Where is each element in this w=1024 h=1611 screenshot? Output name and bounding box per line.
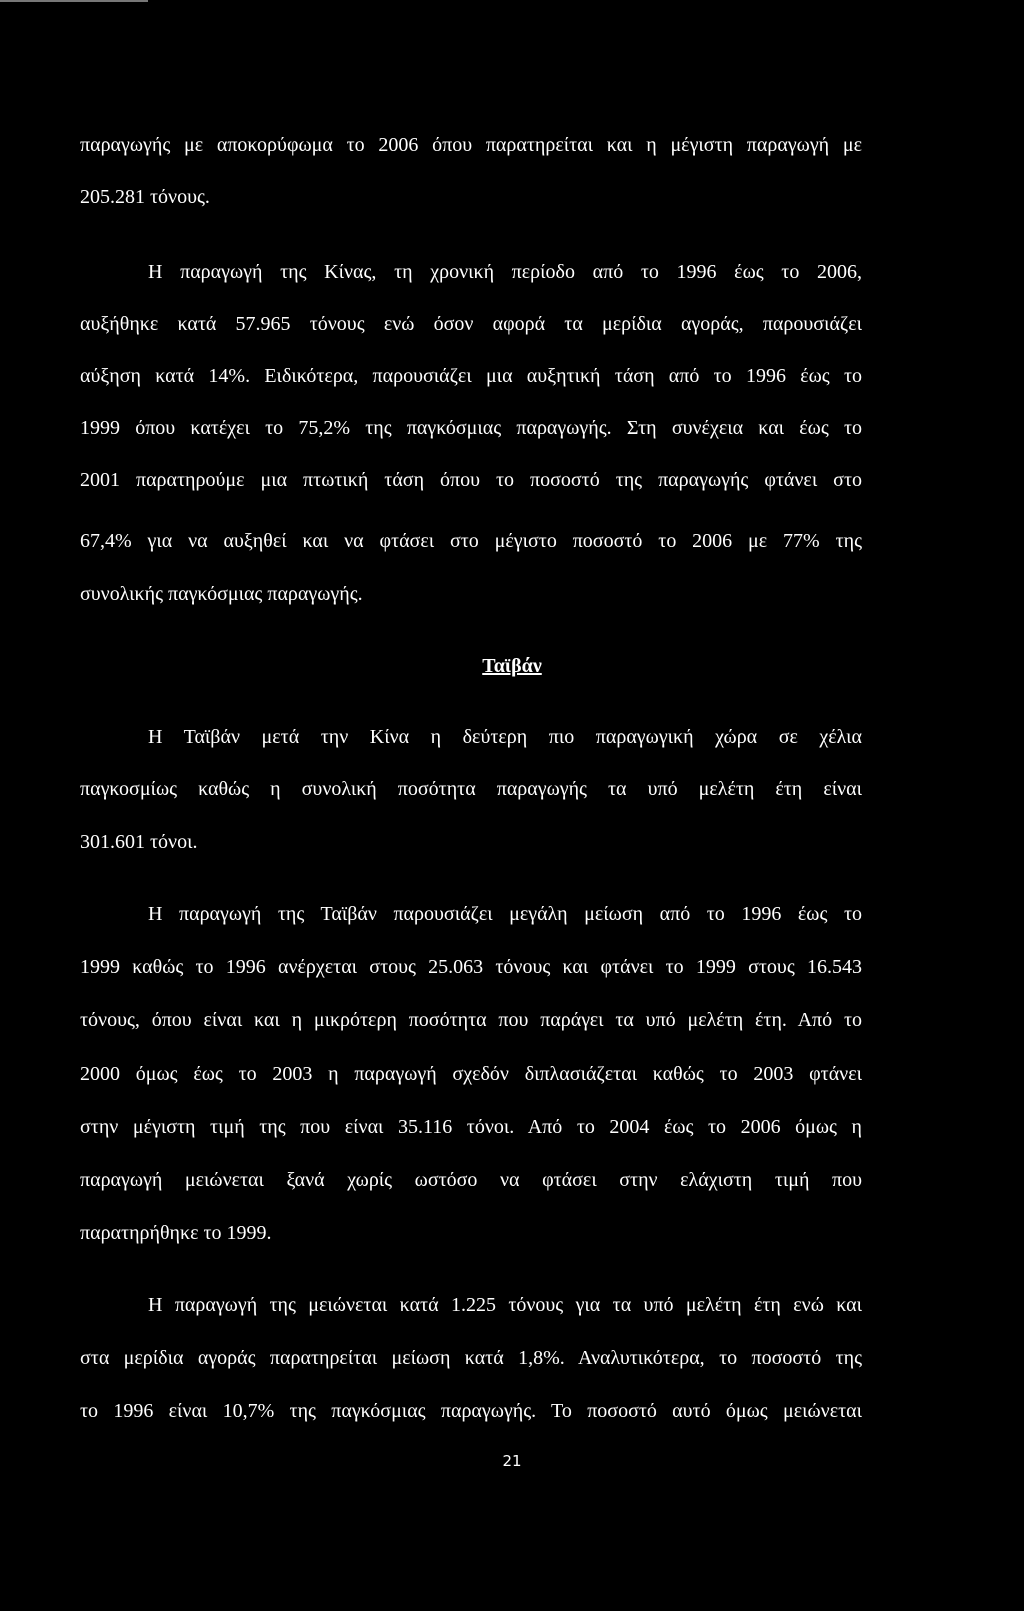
text-line: παρατηρήθηκε το 1999.	[80, 1222, 272, 1244]
text-line: Η παραγωγή της Ταϊβάν παρουσιάζει μεγάλη μείωση από το 1996 έως το	[148, 903, 862, 925]
text-line: το 1996 είναι 10,7% της παγκόσμιας παραγωγής. Το ποσοστό αυτό όμως μειώνεται	[80, 1400, 862, 1422]
text-line: παραγωγής με αποκορύφωμα το 2006 όπου παρατηρείται και η μέγιστη παραγωγή με	[80, 134, 862, 156]
text-line: 205.281 τόνους.	[80, 186, 210, 208]
text-line: αύξηση κατά 14%. Ειδικότερα, παρουσιάζει μια αυξητική τάση από το 1996 έως το	[80, 365, 862, 387]
page-number: 21	[502, 1452, 522, 1470]
text-line: παραγωγή μειώνεται ξανά χωρίς ωστόσο να φτάσει στην ελάχιστη τιμή που	[80, 1169, 862, 1191]
text-line: 301.601 τόνοι.	[80, 831, 198, 853]
text-line: στην μέγιστη τιμή της που είναι 35.116 τόνοι. Από το 2004 έως το 2006 όμως η	[80, 1116, 862, 1138]
text-line: 1999 καθώς το 1996 ανέρχεται στους 25.063 τόνους και φτάνει το 1999 στους 16.543	[80, 956, 862, 978]
text-line: στα μερίδια αγοράς παρατηρείται μείωση κατά 1,8%. Αναλυτικότερα, το ποσοστό της	[80, 1347, 862, 1369]
text-line: Η Ταϊβάν μετά την Κίνα η δεύτερη πιο παραγωγική χώρα σε χέλια	[148, 726, 862, 748]
text-line: 1999 όπου κατέχει το 75,2% της παγκόσμιας παραγωγής. Στη συνέχεια και έως το	[80, 417, 862, 439]
text-line: Η παραγωγή της μειώνεται κατά 1.225 τόνους για τα υπό μελέτη έτη ενώ και	[148, 1294, 862, 1316]
text-line: τόνους, όπου είναι και η μικρότερη ποσότητα που παράγει τα υπό μελέτη έτη. Από το	[80, 1009, 862, 1031]
text-line: συνολικής παγκόσμιας παραγωγής.	[80, 583, 363, 605]
text-line: αυξήθηκε κατά 57.965 τόνους ενώ όσον αφορά τα μερίδια αγοράς, παρουσιάζει	[80, 313, 862, 335]
section-heading: Ταϊβάν	[482, 655, 542, 677]
text-line: 2001 παρατηρούμε μια πτωτική τάση όπου το ποσοστό της παραγωγής φτάνει στο	[80, 469, 862, 491]
text-line: Η παραγωγή της Κίνας, τη χρονική περίοδο από το 1996 έως το 2006,	[148, 261, 862, 283]
text-line: παγκοσμίως καθώς η συνολική ποσότητα παραγωγής τα υπό μελέτη έτη είναι	[80, 778, 862, 800]
text-line: 67,4% για να αυξηθεί και να φτάσει στο μέγιστο ποσοστό το 2006 με 77% της	[80, 530, 862, 552]
text-line: 2000 όμως έως το 2003 η παραγωγή σχεδόν διπλασιάζεται καθώς το 2003 φτάνει	[80, 1063, 862, 1085]
